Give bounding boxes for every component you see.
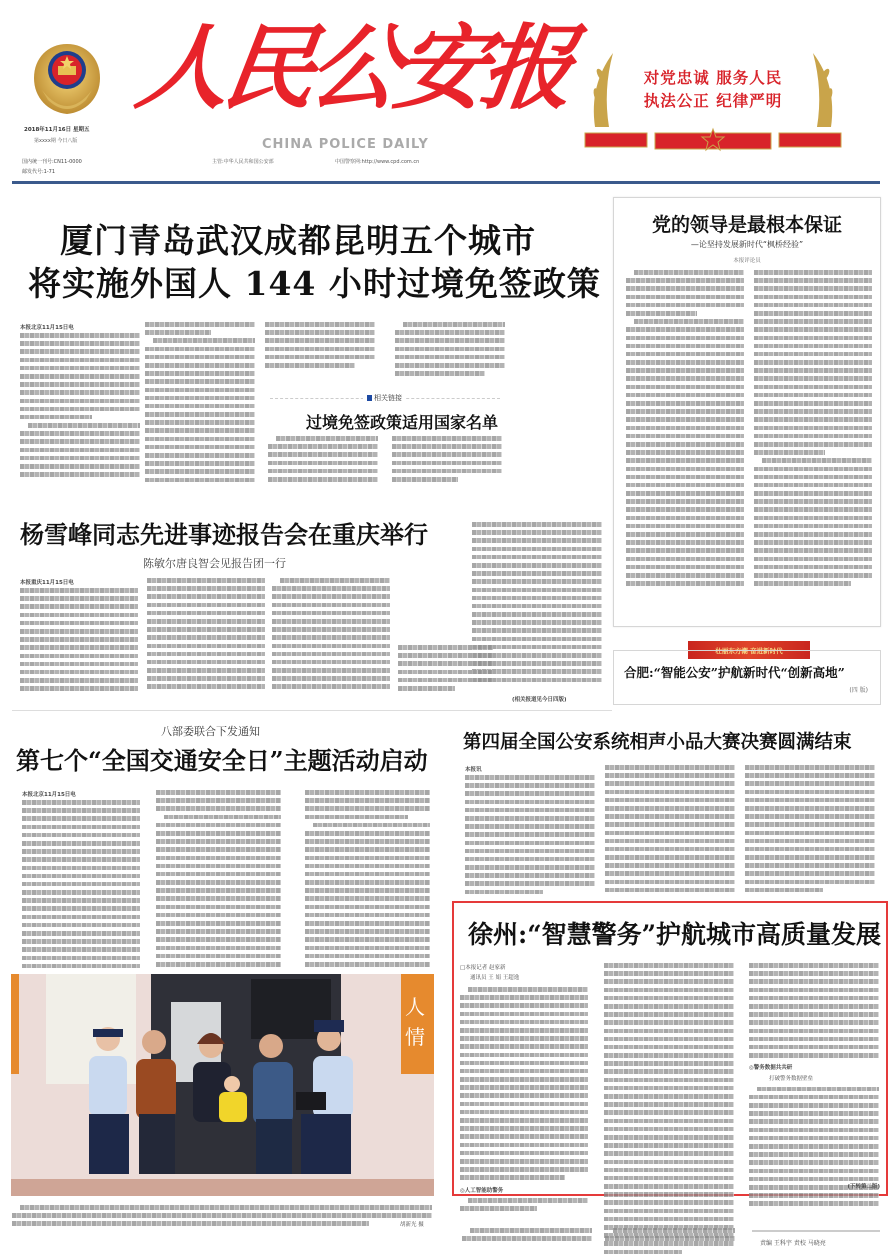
hefei-teaser-box[interactable] [613,650,881,705]
svg-text:情: 情 [405,1025,425,1049]
newspaper-title: 人民公安报 [130,14,576,122]
xuzhou-headline[interactable]: 徐州:“智慧警务”护航城市高质量发展 [468,920,881,949]
cn-number-text: 国内统一刊号:CN11-0000 [22,159,82,165]
lead-body-col-3 [265,322,375,368]
square-bullet-icon [367,395,372,401]
yang-col-1 [20,578,138,691]
yang-jump-link[interactable]: (相关报道见今日四版) [512,697,567,703]
yang-col-3 [272,578,390,689]
yang-subheadline: 陈敏尔唐良智会见报告团一行 [143,557,286,570]
cn-number [22,157,82,177]
comedy-dateline: 本报讯 [465,767,482,773]
sponsor-line: 主管:中华人民共和国公安部 [212,159,274,165]
comedy-headline[interactable]: 第四届全国公安系统相声小品大赛决赛圆满结束 [463,732,852,753]
motto-line-2: 执法公正 纪律严明 [643,92,783,110]
xuzhou-byline-2: 通讯员 王 娟 王超逸 [470,975,520,981]
front-page-photo[interactable] [11,974,434,1196]
xuzhou-col-3 [749,963,879,1206]
editorial-col-1 [626,270,744,586]
related-label-text: 相关链接 [374,394,402,402]
editorial-box [613,197,881,627]
comedy-col-2 [605,765,735,892]
yang-col-2 [147,578,265,689]
lead-body-col-2 [145,322,255,482]
footer-divider [752,1230,880,1232]
yang-headline[interactable]: 杨雪峰同志先进事迹报告会在重庆举行 [20,520,428,549]
lead-headline-line-1[interactable]: 厦门青岛武汉成都昆明五个城市 [60,221,536,260]
xuzhou-continuation-1 [462,1228,592,1241]
postal-code: 邮发代号:1-71 [22,169,56,175]
yang-dateline: 本报重庆11月15日电 [20,580,74,586]
photo-credit: 胡新光 摄 [400,1222,424,1228]
issue-number: 第xxxx期 今日八版 [34,138,78,144]
related-link-label [363,393,406,403]
lead-body-col-1 [20,323,140,477]
editorial-col-2 [754,270,872,586]
traffic-col-1 [22,790,140,968]
lead-headline-line-2[interactable]: 将实施外国人 144 小时过境免签政策 [28,264,601,303]
related-body-col-1 [268,436,378,482]
editors-credit: 责编 王科宇 责校 马晓亮 [760,1240,826,1247]
police-emblem-icon [28,38,106,118]
issue-date: 2018年11月16日 星期五 [24,127,90,133]
traffic-col-2 [156,790,281,967]
motto-line-1: 对党忠诚 服务人民 [643,69,783,87]
xuzhou-byline-1: □本报记者 赵家新 [460,965,506,971]
xuzhou-jump-link[interactable]: (下转第二版) [847,1184,880,1190]
traffic-col-3 [305,790,430,967]
hefei-headline[interactable]: 合肥:“智能公安”护航新时代“创新高地” [624,665,845,680]
motto-badge [583,45,843,160]
comedy-col-1 [465,765,595,894]
yang-col-5 [398,645,493,691]
related-headline[interactable]: 过境免签政策适用国家名单 [306,413,499,432]
comedy-col-3 [745,765,875,892]
traffic-headline[interactable]: 第七个“全国交通安全日”主题活动启动 [16,746,428,775]
traffic-dateline: 本报北京11月15日电 [22,792,76,798]
lead-dateline: 本报北京11月15日电 [20,325,74,331]
xuzhou-col-2 [604,963,734,1254]
xuzhou-col-1 [460,987,588,1211]
svg-text:人: 人 [405,995,425,1019]
editorial-subheadline: —论坚持发展新时代“枫桥经验” [690,240,804,249]
motto-text [623,67,803,113]
photo-caption [12,1205,432,1226]
xuzhou-section-2-sub: 打破警务数据壁垒 [769,1075,814,1082]
website-link[interactable]: 中国警察网:http://www.cpd.com.cn [335,159,420,165]
hefei-banner-text: 壮丽东方潮 奋进新时代 [715,646,783,655]
xuzhou-section-2: ◎警务数据共共研 [749,1064,793,1071]
hefei-page-ref: (四 版) [849,687,868,694]
xuzhou-feature-box[interactable] [452,901,888,1196]
xuzhou-section-1: ◎人工智能助警务 [460,1187,504,1194]
related-body-col-2 [392,436,502,482]
editorial-byline: 本报评论员 [733,258,761,264]
editorial-headline[interactable]: 党的领导是最根本保证 [651,214,842,236]
section-divider [12,710,612,711]
traffic-kicker: 八部委联合下发通知 [161,725,260,738]
xuzhou-continuation-2 [605,1228,735,1241]
newspaper-title-english: CHINA POLICE DAILY [262,137,429,152]
lead-body-col-4 [395,322,505,376]
police-family-photo-icon [11,974,434,1196]
masthead-divider [12,181,880,184]
